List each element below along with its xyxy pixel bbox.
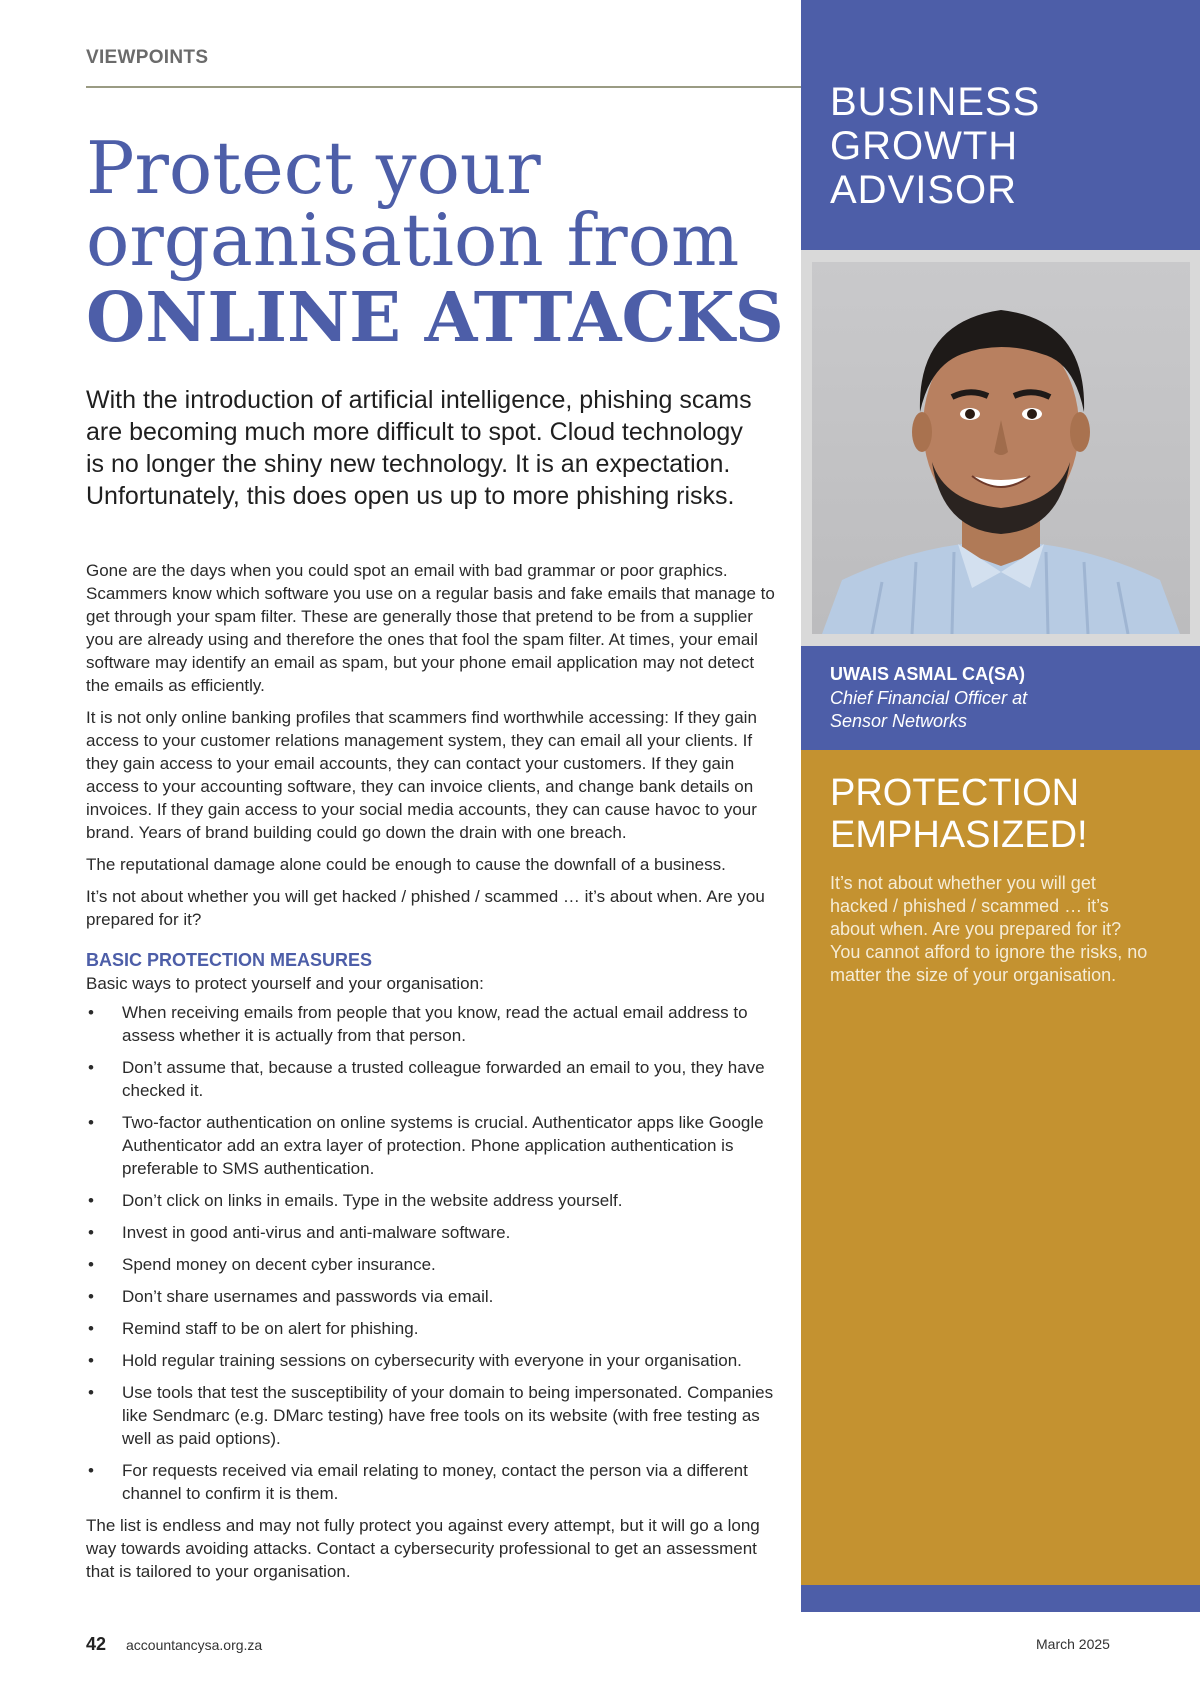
author-photo	[812, 262, 1190, 634]
headline-line-2: organisation from	[86, 198, 740, 282]
list-item	[86, 1056, 776, 1102]
author-portrait-illustration	[812, 262, 1190, 634]
page-number: 42	[86, 1634, 107, 1654]
sidebar-title: BUSINESS GROWTH ADVISOR	[830, 80, 1041, 212]
list-item	[86, 1189, 776, 1212]
footer-website: accountancysa.org.za	[126, 1637, 263, 1653]
list-item	[86, 1349, 776, 1372]
article-headline	[86, 126, 786, 358]
bullet: •	[88, 1191, 94, 1210]
callout-title: PROTECTION EMPHASIZED!	[830, 772, 1088, 856]
list-item	[86, 1253, 776, 1276]
bullet: •	[88, 1113, 94, 1132]
list-item-text: Invest in good anti-virus and anti-malware software.	[122, 1223, 511, 1242]
sidebar-footer-strip	[801, 1585, 1200, 1612]
body-paragraph: The reputational damage alone could be enough to cause the downfall of a business.	[86, 855, 726, 874]
headline-line-1: Protect your	[86, 126, 541, 210]
bullet: •	[88, 1003, 94, 1022]
body-paragraph: It’s not about whether you will get hacked / phished / scammed … it’s about when. Are you prepared for it?	[86, 887, 765, 929]
subheading: BASIC PROTECTION MEASURES	[86, 950, 373, 970]
list-item-text: Hold regular training sessions on cybersecurity with everyone in your organisation.	[122, 1351, 742, 1370]
list-item	[86, 1381, 776, 1450]
list-item-text: Spend money on decent cyber insurance.	[122, 1255, 436, 1274]
list-item	[86, 1317, 776, 1340]
bullet: •	[88, 1223, 94, 1242]
list-intro: Basic ways to protect yourself and your organisation:	[86, 974, 484, 993]
callout-text: It’s not about whether you will get hacked / phished / scammed … it’s about when. Are you prepared for it? You cannot afford to ignore the risks, no matter the size of your organisation.	[830, 873, 1148, 985]
author-name: UWAIS ASMAL CA(SA)	[830, 664, 1025, 684]
list-item-text: When receiving emails from people that you know, read the actual email address to assess whether it is actually from that person.	[122, 1003, 748, 1045]
bullet: •	[88, 1255, 94, 1274]
body-paragraph: It is not only online banking profiles that scammers find worthwhile accessing: If they gain access to your customer relations management system, they can email all your clients. If they gain access to your email accounts, they can contact your customers. If they gain access to your accounting software, they can invoice clients, and change bank details on invoices. If they gain access to your social media accounts, they can cause havoc to your brand. Years of brand building could go down the drain with one breach.	[86, 708, 757, 842]
list-item-text: Don’t click on links in emails. Type in the website address yourself.	[122, 1191, 623, 1210]
bullet: •	[88, 1351, 94, 1370]
bullet: •	[88, 1058, 94, 1077]
bullet: •	[88, 1383, 94, 1402]
list-item	[86, 1221, 776, 1244]
body-paragraph: Gone are the days when you could spot an email with bad grammar or poor graphics. Scammers know which software you use on a regular basis and fake emails that manage to get through your spam filter. These are generally those that pretend to be from a supplier you are already using and therefore the ones that fool the spam filter. At times, your email software may identify an email as spam, but your phone email application may not detect the emails as efficiently.	[86, 561, 775, 695]
list-item	[86, 1111, 776, 1180]
list-item-text: Don’t share usernames and passwords via email.	[122, 1287, 494, 1306]
section-label: VIEWPOINTS	[86, 47, 209, 68]
footer-date: March 2025	[1036, 1636, 1110, 1652]
author-role: Chief Financial Officer at Sensor Networks	[830, 688, 1028, 731]
list-item	[86, 1001, 776, 1047]
bullet: •	[88, 1287, 94, 1306]
list-item-text: Two-factor authentication on online systems is crucial. Authenticator apps like Google Authenticator add an extra layer of protection. Phone application authentication is preferable to SMS authentication.	[122, 1113, 764, 1178]
closing-paragraph: The list is endless and may not fully protect you against every attempt, but it will go a long way towards avoiding attacks. Contact a cybersecurity professional to get an assessment that is tailored to your organisation.	[86, 1516, 760, 1581]
list-item-text: Don’t assume that, because a trusted colleague forwarded an email to you, they have checked it.	[122, 1058, 765, 1100]
protection-list	[86, 1001, 776, 1505]
list-item-text: Remind staff to be on alert for phishing.	[122, 1319, 419, 1338]
headline-line-3: ONLINE ATTACKS	[86, 278, 784, 358]
list-item-text: For requests received via email relating to money, contact the person via a different channel to confirm it is them.	[122, 1461, 748, 1503]
list-item-text: Use tools that test the susceptibility of your domain to being impersonated. Companies like Sendmarc (e.g. DMarc testing) have free tools on its website (with free testing as well as paid options).	[122, 1383, 774, 1448]
bullet: •	[88, 1461, 94, 1480]
header-divider	[86, 86, 801, 88]
article-body	[86, 559, 776, 1592]
list-item	[86, 1285, 776, 1308]
article-lede: With the introduction of artificial intelligence, phishing scams are becoming much more difficult to spot. Cloud technology is no longer the shiny new technology. It is an expectation. Unfortunately, this does open us up to more phishing risks.	[86, 386, 752, 510]
list-item	[86, 1459, 776, 1505]
bullet: •	[88, 1319, 94, 1338]
